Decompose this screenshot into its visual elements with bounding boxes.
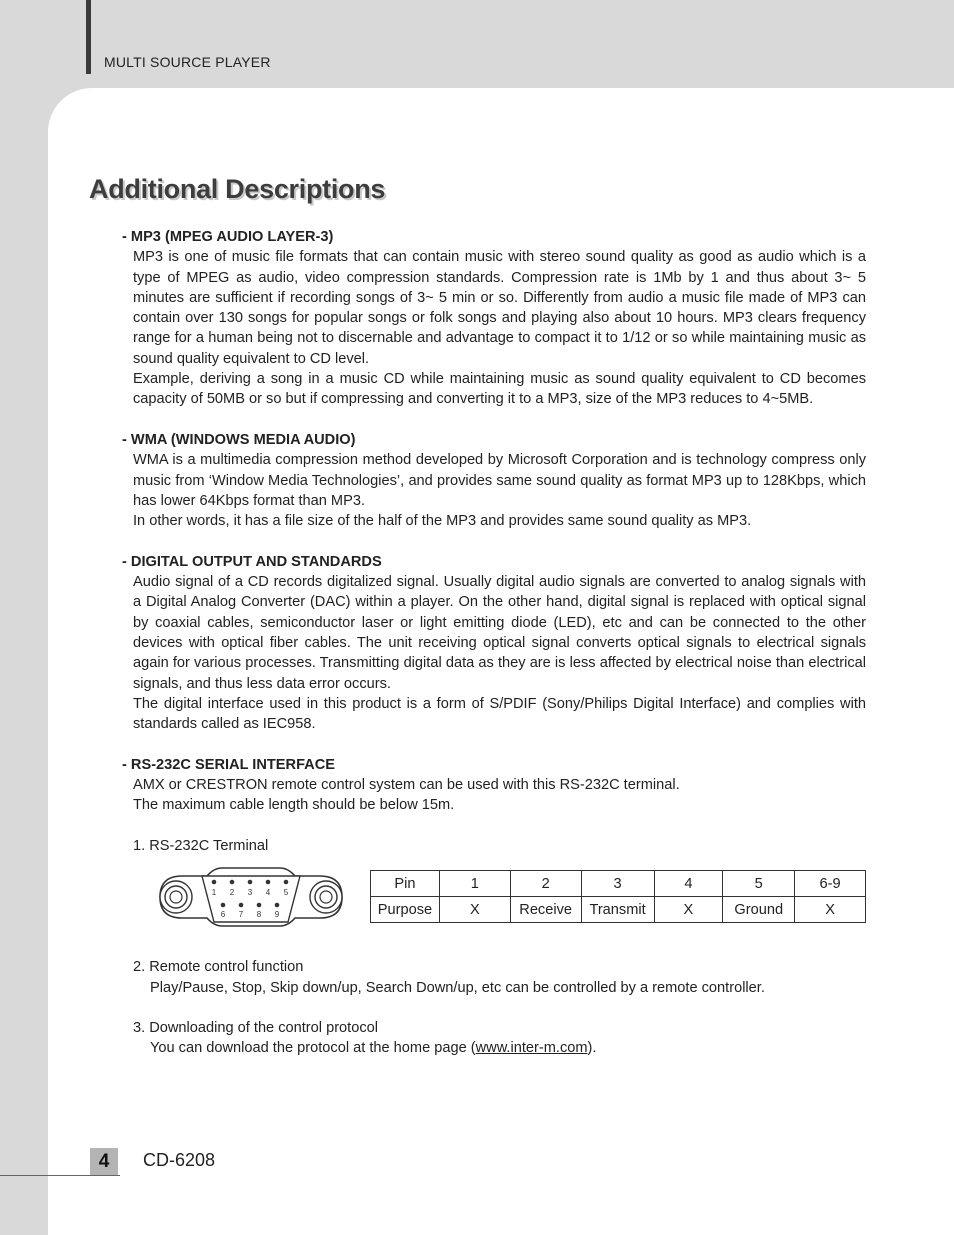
table-cell: 2 [510,871,581,897]
paragraph: The maximum cable length should be below 15m. [133,797,455,814]
footer-rule [0,1175,120,1176]
pin-label: 5 [283,888,289,897]
table-cell: 3 [581,871,654,897]
pin-label: 4 [265,888,271,897]
section-mp3 [122,227,866,410]
remote-control-heading: 2. Remote control function [133,959,304,976]
header-accent-bar [86,0,91,74]
table-cell: Pin [371,871,440,897]
pin-label: 6 [220,910,226,919]
protocol-download-description [122,1038,866,1058]
table-row [371,871,866,897]
pin-label: 7 [238,910,244,919]
table-cell: Transmit [581,897,654,923]
model-name: CD-6208 [143,1150,216,1170]
paragraph: The digital interface used in this product is a form of S/PDIF (Sony/Philips Digital Interface) and complies with standards called as IEC958. [133,695,866,733]
section-body-wma [122,450,866,531]
left-screw-icon [160,881,192,913]
section-body-rs232 [122,775,866,816]
right-screw-icon [310,881,342,913]
content [122,227,866,1079]
table-cell: Receive [510,897,581,923]
section-body-mp3 [122,247,866,409]
section-body-digital [122,572,866,734]
paragraph: AMX or CRESTRON remote control system can be used with this RS-232C terminal. [133,777,680,794]
pin-label: 8 [256,910,262,919]
page-title: Additional Descriptions [89,174,386,204]
paragraph: Example, deriving a song in a music CD while maintaining music as sound quality equivalent to CD becomes capacity of 50MB or so but if compressing and converting it to a MP3, size of the MP3 reduces to 4~5MB. [133,371,866,408]
paragraph: Audio signal of a CD records digitalized signal. Usually digital audio signals are converted to analog signals with a Digital Analog Converter (DAC) within a player. On the other hand, digital signal is replaced with optical signal by coaxial cables, semiconductor laser or light emitting diode (LED), etc and can be connected to the other devices with optical fiber cables. The unit receiving optical signal converts optical signals to electrical signals again for various processes. Transmitting digital data as they are is less affected by electrical noise than electrical signals, and thus less data error occurs. [133,574,866,692]
section-wma [122,430,866,531]
header-section-label: MULTI SOURCE PLAYER [104,54,271,70]
table-row [371,897,866,923]
section-title-mp3: - MP3 (MPEG AUDIO LAYER-3) [122,229,334,245]
page-number: 4 [90,1148,118,1175]
db9-connector-diagram [152,862,350,932]
section-digital [122,552,866,735]
table-cell: Purpose [371,897,440,923]
table-cell: X [795,897,866,923]
table-cell: 6-9 [795,871,866,897]
section-title-wma: - WMA (WINDOWS MEDIA AUDIO) [122,431,356,448]
paragraph: WMA is a multimedia compression method developed by Microsoft Corporation and is technology compress only music from ‘Window Media Technologies’, and provides same sound quality as format MP3 up to 128Kbps, which has lower 64Kbps format than MP3. [133,452,866,509]
protocol-download-heading: 3. Downloading of the control protocol [133,1020,379,1037]
table-cell: X [439,897,510,923]
pin-label: 9 [274,910,280,919]
section-title-rs232: - RS-232C SERIAL INTERFACE [122,756,335,773]
table-cell: 4 [654,871,723,897]
remote-control-description: Play/Pause, Stop, Skip down/up, Search Down/up, etc can be controlled by a remote controller. [150,979,765,996]
pin-label: 2 [229,888,235,897]
pin-assignment-table [370,870,866,923]
table-cell: Ground [723,897,795,923]
section-title-digital: - DIGITAL OUTPUT AND STANDARDS [122,553,382,570]
pin-label: 1 [211,888,217,897]
paragraph: In other words, it has a file size of the half of the MP3 and provides same sound quality as MP3. [133,513,752,530]
pin-label: 3 [247,888,253,897]
rs232-terminal-heading: 1. RS-232C Terminal [133,837,269,854]
table-cell: 5 [723,871,795,897]
table-cell: 1 [439,871,510,897]
protocol-text-end: ). [587,1040,597,1057]
paragraph: MP3 is one of music file formats that can contain music with stereo sound quality as good as audio which is a type of MPEG as audio, video compression standards. Compression rate is 1Mb by 1 and thus about 3~ 5 minutes are sufficient if recording songs of 3~ 5 min or so. Differently from audio a music file made of MP3 can contain over 130 songs for popular songs or folk songs and playing also about 10 hours. MP3 clears frequency range for a human being not to discernable and advantage to compact it to 1/12 or so while maintaining music as sound quality equivalent to CD level. [133,249,866,367]
protocol-text: You can download the protocol at the home page ( [150,1040,476,1057]
table-cell: X [654,897,723,923]
home-page-link[interactable]: www.inter-m.com [475,1040,588,1057]
